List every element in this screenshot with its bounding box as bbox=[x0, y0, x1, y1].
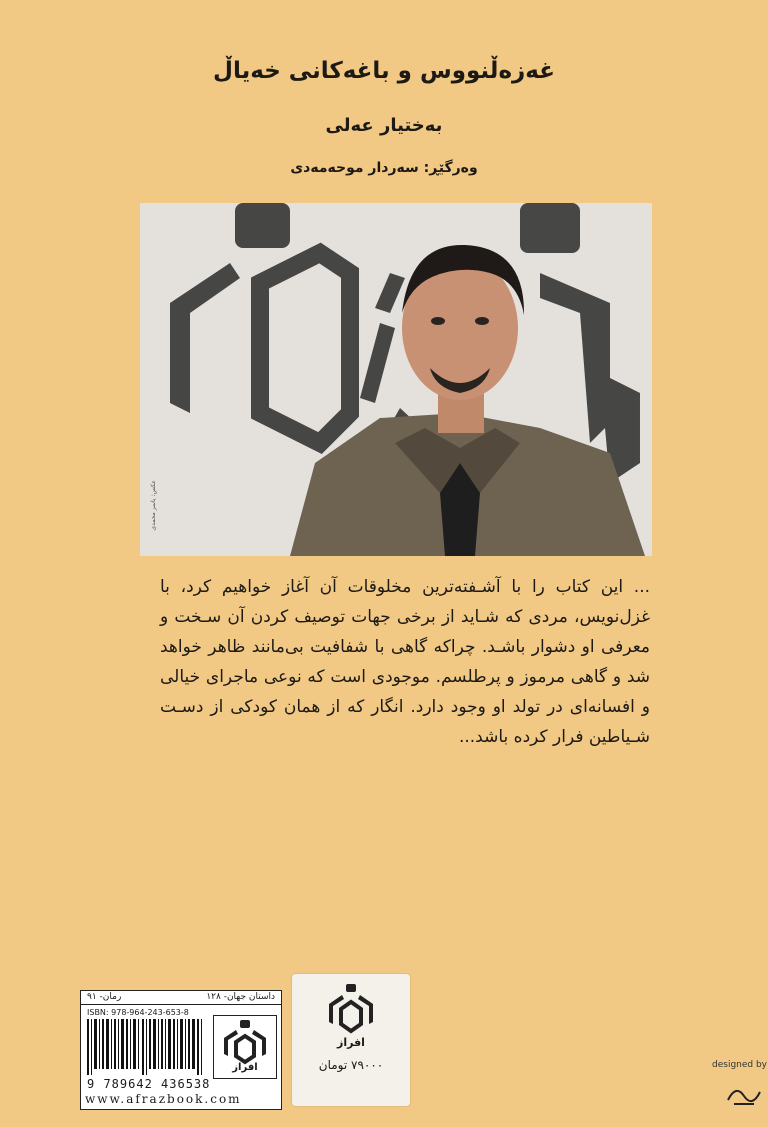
price-label: ۷۹۰۰۰ تومان bbox=[318, 1058, 384, 1072]
designer-signature-icon bbox=[724, 1080, 764, 1110]
photo-credit: عکس: یاسر محمدی bbox=[150, 480, 157, 531]
translator-name: وەرگێڕ: سەردار موحەمەدی bbox=[290, 160, 478, 176]
isbn-label: ISBN: 978-964-243-653-8 bbox=[87, 1008, 189, 1017]
price-sticker bbox=[292, 974, 410, 1106]
barcode-digits: 9 789642 436538 bbox=[87, 1077, 211, 1091]
series-label: داستان جهان- ۱۲۸ bbox=[206, 992, 275, 1002]
publisher-logo-box bbox=[213, 1015, 277, 1079]
back-cover-blurb: ... این کتاب را با آشـفته‌ترین مخلوقات آن آغاز خواهیم کرد، با غزل‌نویس، مردی که شـاید از برخی جهات توصیف کردن آن سـخت و معرفی او دشوار باشـد. چراکه گاهی با شفافیت بی‌مانند ظاهر خواهد شد و گاهی مرموز و پرطلسم. موجودی است که نوعی ماجرای خیالی و افسانه‌ای در تولد او وجود دارد. انگار که از همان کودکی از دسـت شـیاطین فرار کرده باشد... bbox=[160, 577, 650, 747]
sticker-logo-icon bbox=[321, 982, 381, 1040]
publisher-logo-text: افراز bbox=[232, 1062, 258, 1073]
series-info bbox=[81, 991, 281, 1005]
author-name: بەختیار عەلی bbox=[325, 115, 443, 136]
author-photo-illustration bbox=[140, 203, 652, 556]
publisher-logo-icon bbox=[214, 1016, 276, 1066]
designed-by-label: designed by bbox=[712, 1060, 768, 1070]
author-photo bbox=[140, 203, 652, 556]
barcode-icon bbox=[87, 1019, 207, 1075]
book-title: غەزەڵنووس و باغەکانی خەیاڵ bbox=[213, 58, 555, 84]
publisher-url[interactable]: www.afrazbook.com bbox=[85, 1092, 242, 1106]
sticker-logo-text: افراز bbox=[337, 1036, 365, 1049]
category-label: رمان- ۹۱ bbox=[87, 992, 122, 1002]
